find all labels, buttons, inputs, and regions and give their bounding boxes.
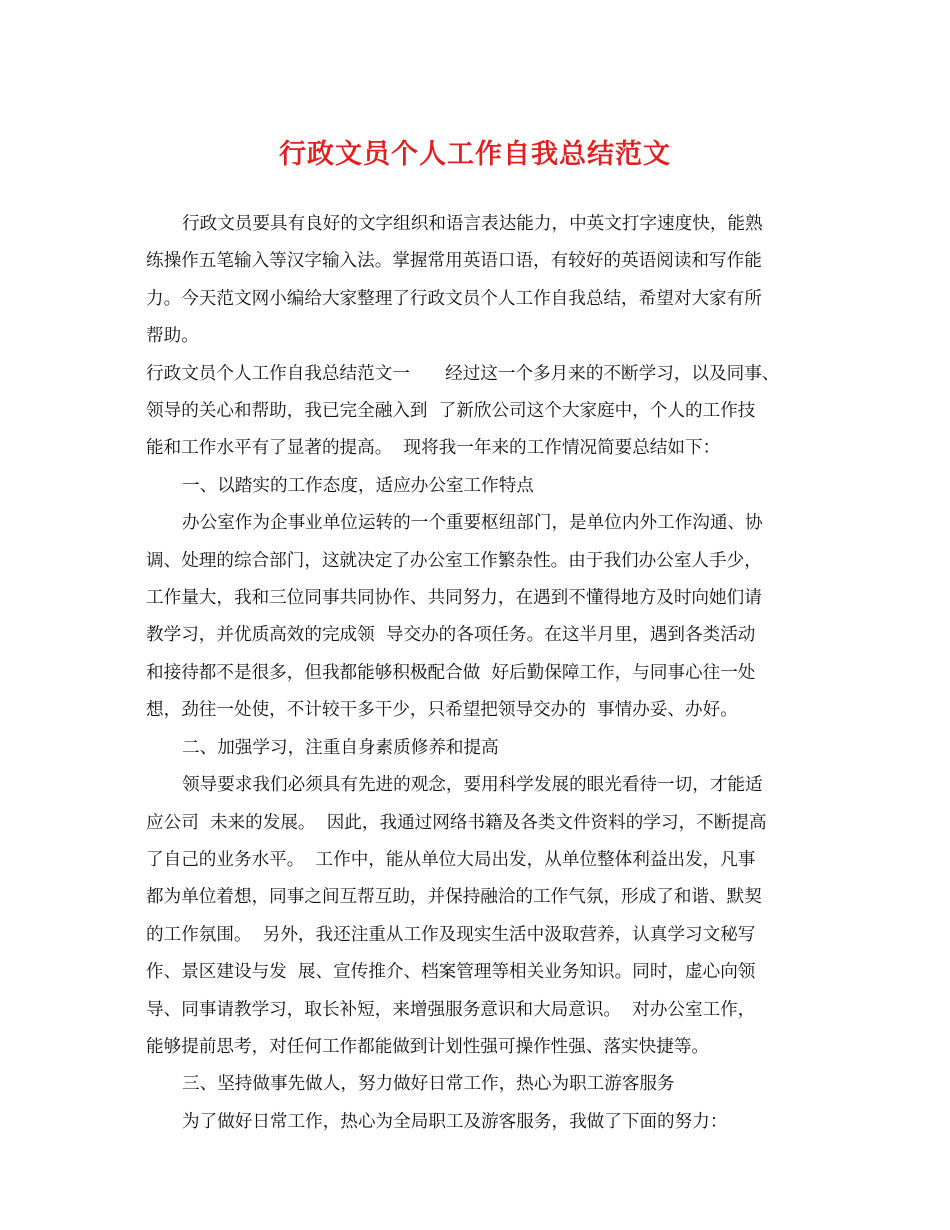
section-heading: 一、以踏实的工作态度，适应办公室工作特点 — [182, 475, 534, 496]
text-line: 练操作五笔输入等汉字输入法。掌握常用英语口语，有较好的英语阅读和写作能 — [146, 251, 762, 272]
text-line: 想，劲往一处使，不计较干多干少，只希望把领导交办的 事情办妥、办好。 — [146, 700, 738, 721]
text-line: 调、处理的综合部门，这就决定了办公室工作繁杂性。由于我们办公室人手少， — [146, 550, 762, 571]
document-title: 行政文员个人工作自我总结范文 — [279, 139, 671, 170]
section-heading: 二、加强学习，注重自身素质修养和提高 — [182, 737, 499, 758]
text-line: 为了做好日常工作，热心为全局职工及游客服务，我做了下面的努力： — [182, 1111, 728, 1132]
text-line: 帮助。 — [146, 326, 199, 347]
section-heading: 三、坚持做事先做人，努力做好日常工作，热心为职工游客服务 — [182, 1074, 675, 1095]
document-body — [146, 206, 818, 1141]
text-line: 行政文员个人工作自我总结范文一 经过这一个多月来的不断学习，以及同事、 — [146, 363, 780, 384]
text-line: 的工作氛围。 另外，我还注重从工作及现实生活中汲取营养，认真学习文秘写 — [146, 924, 756, 945]
text-line: 了自己的业务水平。 工作中，能从单位大局出发，从单位整体利益出发，凡事 — [146, 849, 756, 870]
text-line: 领导的关心和帮助，我已完全融入到 了新欣公司这个大家庭中，个人的工作技 — [146, 401, 756, 422]
text-line: 工作量大，我和三位同事共同协作、共同努力，在遇到不懂得地方及时向她们请 — [146, 588, 762, 609]
text-line: 力。今天范文网小编给大家整理了行政文员个人工作自我总结，希望对大家有所 — [146, 288, 762, 309]
text-line: 办公室作为企事业单位运转的一个重要枢纽部门，是单位内外工作沟通、协 — [182, 513, 763, 534]
text-line: 和接待都不是很多，但我都能够积极配合做 好后勤保障工作，与同事心往一处 — [146, 662, 756, 683]
text-line: 作、景区建设与发 展、宣传推介、档案管理等相关业务知识。同时，虚心向领 — [146, 962, 756, 983]
text-line: 导、同事请教学习，取长补短，来增强服务意识和大局意识。 对办公室工作， — [146, 999, 756, 1020]
text-line: 行政文员要具有良好的文字组织和语言表达能力，中英文打字速度快，能熟 — [182, 214, 763, 234]
text-line: 应公司 未来的发展。 因此，我通过网络书籍及各类文件资料的学习，不断提高 — [146, 812, 767, 833]
text-line: 能和工作水平有了显著的提高。 现将我一年来的工作情况简要总结如下： — [146, 438, 721, 459]
text-line: 领导要求我们必须具有先进的观念，要用科学发展的眼光看待一切，才能适 — [182, 775, 763, 796]
text-line: 教学习，并优质高效的完成领 导交办的各项任务。在这半月里，遇到各类活动 — [146, 625, 756, 646]
text-line: 能够提前思考，对任何工作都能做到计划性强可操作性强、落实快捷等。 — [146, 1036, 710, 1057]
text-line: 都为单位着想，同事之间互帮互助，并保持融洽的工作气氛，形成了和谐、默契 — [146, 887, 762, 908]
